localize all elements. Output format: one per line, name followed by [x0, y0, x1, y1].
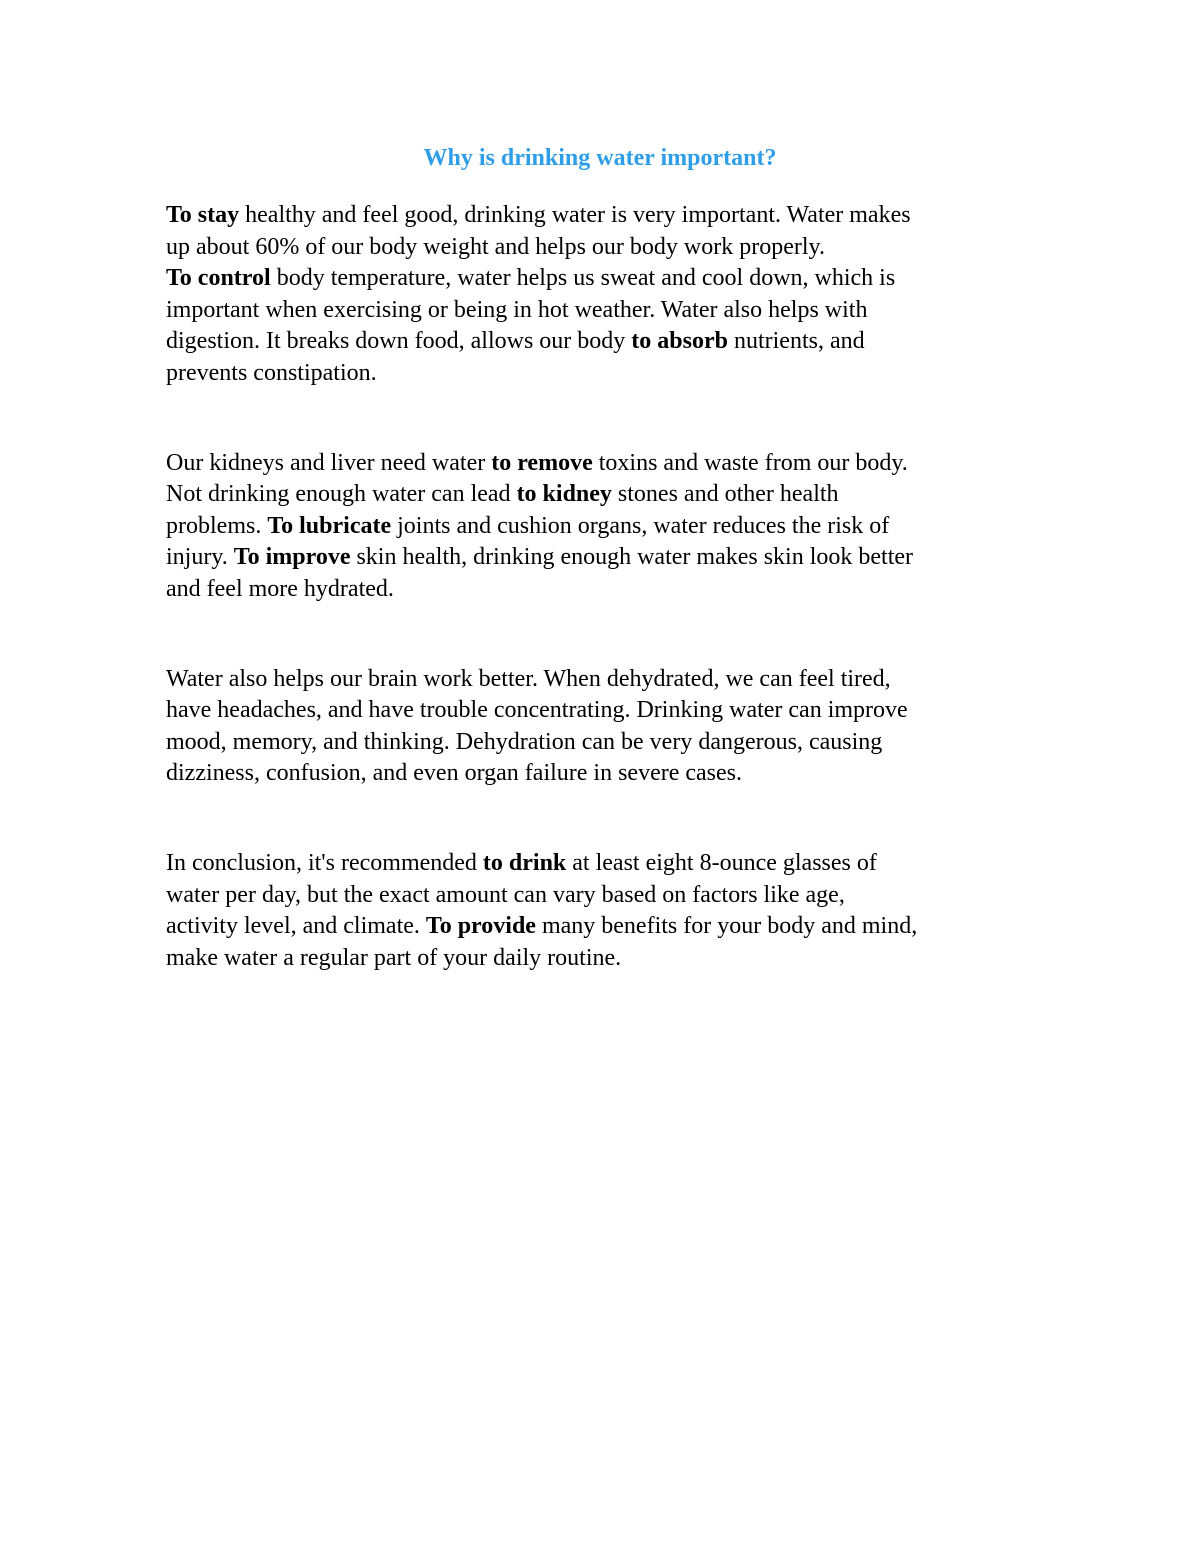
paragraph: [166, 848, 1046, 974]
text-run: up about 60% of our body weight and helps our body work properly.: [166, 233, 825, 260]
text-line: [166, 727, 1046, 759]
text-line: [166, 263, 1046, 295]
text-run: joints and cushion organs, water reduces the risk of: [391, 512, 890, 539]
text-line: [166, 695, 1046, 727]
text-run: water per day, but the exact amount can vary based on factors like age,: [166, 881, 845, 908]
text-line: [166, 911, 1046, 943]
text-line: [166, 943, 1046, 975]
text-run: and feel more hydrated.: [166, 575, 394, 602]
text-run: nutrients, and: [727, 328, 865, 355]
text-line: [166, 295, 1046, 327]
text-run: skin health, drinking enough water makes skin look better: [350, 544, 914, 571]
text-line: [166, 880, 1046, 912]
text-run: healthy and feel good, drinking water is very important. Water makes: [239, 202, 911, 228]
text-run: important when exercising or being in hot weather. Water also helps with: [166, 296, 868, 323]
bold-phrase: to drink: [482, 849, 567, 876]
document-body: [166, 200, 1046, 1032]
text-run: many benefits for your body and mind,: [535, 913, 918, 940]
text-run: body temperature, water helps us sweat and cool down, which is: [270, 265, 896, 292]
text-run: stones and other health: [611, 481, 839, 508]
text-run: toxins and waste from our body.: [592, 449, 908, 476]
text-run: make water a regular part of your daily routine.: [166, 944, 622, 971]
text-line: [166, 758, 1046, 790]
bold-phrase: To stay: [166, 202, 240, 228]
text-line: [166, 448, 1046, 480]
text-line: [166, 232, 1046, 264]
text-run: Our kidneys and liver need water: [166, 449, 492, 476]
text-run: at least eight 8-ounce glasses of: [566, 849, 877, 876]
text-line: [166, 200, 1046, 232]
text-line: [166, 542, 1046, 574]
paragraph: [166, 200, 1046, 390]
text-run: injury.: [166, 544, 234, 571]
text-line: [166, 848, 1046, 880]
text-run: Water also helps our brain work better. When dehydrated, we can feel tired,: [166, 665, 891, 692]
text-run: digestion. It breaks down food, allows our body: [166, 328, 632, 355]
text-run: activity level, and climate.: [166, 913, 426, 940]
bold-phrase: To improve: [233, 544, 351, 571]
text-line: [166, 574, 1046, 606]
text-run: have headaches, and have trouble concentrating. Drinking water can improve: [166, 697, 908, 724]
bold-phrase: to absorb: [631, 328, 728, 355]
text-line: [166, 479, 1046, 511]
text-run: In conclusion, it's recommended: [166, 849, 483, 876]
paragraph: [166, 448, 1046, 606]
text-line: [166, 326, 1046, 358]
text-run: problems.: [166, 512, 268, 539]
bold-phrase: To provide: [425, 913, 536, 940]
text-run: prevents constipation.: [166, 359, 377, 386]
bold-phrase: To control: [166, 265, 271, 292]
text-line: [166, 511, 1046, 543]
text-run: Not drinking enough water can lead: [166, 481, 517, 508]
text-line: [166, 358, 1046, 390]
text-line: [166, 664, 1046, 696]
bold-phrase: to kidney: [516, 481, 612, 508]
paragraph: [166, 664, 1046, 790]
text-run: dizziness, confusion, and even organ failure in severe cases.: [166, 760, 743, 787]
document-title: Why is drinking water important?: [423, 145, 777, 171]
bold-phrase: To lubricate: [267, 512, 392, 539]
bold-phrase: to remove: [491, 449, 593, 476]
text-run: mood, memory, and thinking. Dehydration can be very dangerous, causing: [166, 728, 883, 755]
